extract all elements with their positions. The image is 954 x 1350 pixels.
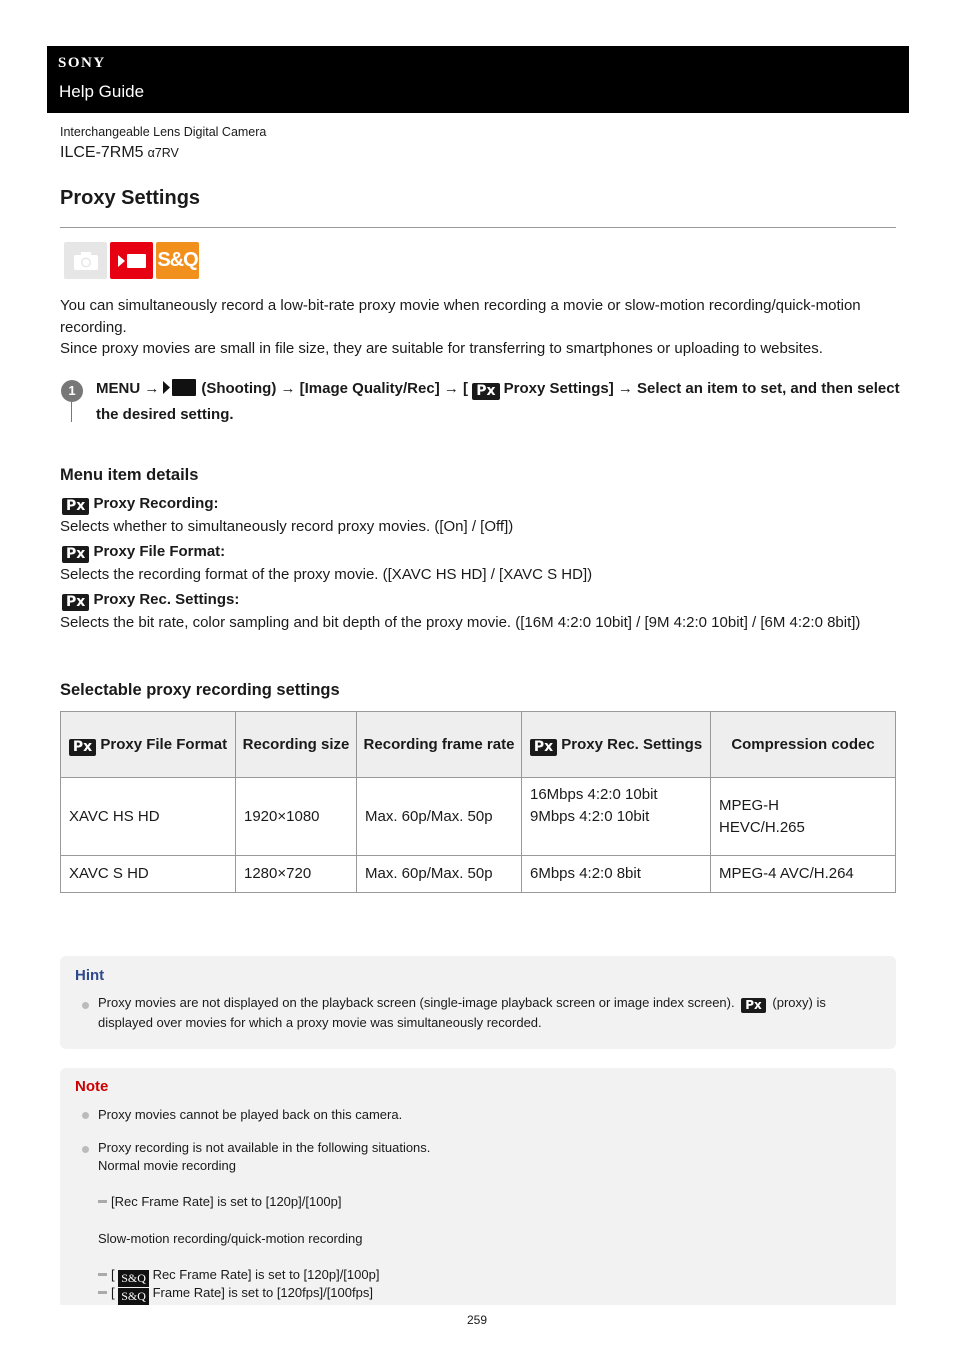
table-cell-line: 9Mbps 4:2:0 10bit <box>530 807 650 825</box>
table-header-text: Proxy File Format <box>100 735 228 753</box>
header-bar <box>47 46 909 113</box>
table-cell-line: 16Mbps 4:2:0 10bit <box>530 786 658 803</box>
px-icon: Px <box>62 546 89 563</box>
hint-title: Hint <box>75 967 105 984</box>
menu-item-label-text: Proxy Recording: <box>93 495 219 512</box>
note-dash-text: Rec Frame Rate] is set to [120p]/[100p] <box>152 1267 380 1282</box>
menu-item-label <box>62 591 239 611</box>
menu-item-label <box>62 495 219 515</box>
table-cell: XAVC S HD <box>61 856 236 893</box>
step-part-3: Proxy Settings] → Select an item to set, and then select the desired setting. <box>96 380 900 423</box>
table-cell: MPEG-4 AVC/H.264 <box>711 856 896 893</box>
note-title: Note <box>75 1078 109 1095</box>
table-cell: 6Mbps 4:2:0 8bit <box>522 856 711 893</box>
table-header: Recording size <box>236 712 357 778</box>
model-name <box>60 144 179 162</box>
px-icon: Px <box>62 594 89 611</box>
hint-text-b: (proxy) is <box>772 995 826 1010</box>
sq-icon: S&Q <box>118 1270 149 1287</box>
step-connector <box>71 402 72 422</box>
note-dash-item <box>98 1192 342 1212</box>
step-number: 1 <box>61 380 83 402</box>
intro-paragraph-2: Since proxy movies are small in file size, they are suitable for transferring to smartphones or uploading to websites. <box>60 340 823 357</box>
title-divider <box>60 227 896 228</box>
table-cell <box>522 778 711 856</box>
bullet-icon <box>82 1146 89 1153</box>
table-heading: Selectable proxy recording settings <box>60 681 340 699</box>
movie-mode-icon <box>110 242 153 279</box>
menu-item-label-text: Proxy Rec. Settings: <box>93 591 240 608</box>
intro-paragraph-1: You can simultaneously record a low-bit-rate proxy movie when recording a movie or slow-motion recording/quick-motion recording. <box>60 297 861 336</box>
page-number: 259 <box>466 1313 488 1327</box>
note-box <box>60 1068 896 1305</box>
model-code: ILCE-7RM5 <box>60 144 144 161</box>
mode-icons <box>64 242 199 279</box>
menu-item-desc: Selects the bit rate, color sampling and bit depth of the proxy movie. ([16M 4:2:0 10bit] / [9M 4:2:0 10bit] / [6M 4:2:0 8bit]) <box>60 614 861 631</box>
hint-text <box>98 993 883 1033</box>
hint-text-c: displayed over movies for which a proxy movie was simultaneously recorded. <box>98 1015 542 1030</box>
table-cell <box>711 778 896 856</box>
table-header <box>522 712 711 778</box>
movie-shooting-icon <box>163 378 197 404</box>
hint-box <box>60 956 896 1049</box>
bullet-icon <box>82 1002 89 1009</box>
breadcrumb: Interchangeable Lens Digital Camera <box>60 125 267 139</box>
table-header: Recording frame rate <box>357 712 522 778</box>
photo-mode-icon <box>64 242 107 279</box>
note-dash-item <box>98 1283 373 1305</box>
menu-item-desc: Selects the recording format of the proxy movie. ([XAVC HS HD] / [XAVC S HD]) <box>60 566 593 583</box>
menu-item-label-text: Proxy File Format: <box>93 543 226 560</box>
note-dash-text: [Rec Frame Rate] is set to [120p]/[100p] <box>111 1194 342 1209</box>
help-guide-title[interactable]: Help Guide <box>59 82 145 101</box>
table-cell: 1920×1080 <box>236 778 357 856</box>
note-item: Proxy recording is not available in the following situations. <box>98 1140 431 1155</box>
note-subheading: Slow-motion recording/quick-motion recording <box>98 1231 363 1246</box>
px-icon: Px <box>69 739 96 756</box>
sq-mode-icon: S&Q <box>156 242 199 279</box>
table-cell: Max. 60p/Max. 50p <box>357 778 522 856</box>
hint-text-a: Proxy movies are not displayed on the playback screen (single-image playback screen or image index screen). <box>98 995 735 1010</box>
step-part-1: MENU → <box>96 380 160 397</box>
table-header: Compression codec <box>711 712 896 778</box>
note-dash-text: [ <box>111 1267 115 1282</box>
page-title: Proxy Settings <box>60 187 201 209</box>
table-header-text: Proxy Rec. Settings <box>561 735 703 753</box>
sony-logo[interactable]: SONY <box>58 55 106 71</box>
note-subheading: Normal movie recording <box>98 1158 236 1173</box>
table-row <box>61 778 896 856</box>
px-icon: Px <box>530 739 557 756</box>
px-icon: Px <box>62 498 89 515</box>
px-icon: Px <box>472 383 499 400</box>
table-header-row <box>61 712 896 778</box>
table-cell: Max. 60p/Max. 50p <box>357 856 522 893</box>
note-dash-text: Frame Rate] is set to [120fps]/[100fps] <box>152 1285 373 1300</box>
sq-icon: S&Q <box>118 1288 149 1305</box>
table-cell-line: HEVC/H.265 <box>719 818 805 836</box>
dash-marker <box>98 1200 107 1203</box>
note-dash-text: [ <box>111 1285 115 1300</box>
table-cell: XAVC HS HD <box>61 778 236 856</box>
table-cell-line: MPEG-H <box>719 797 779 814</box>
proxy-settings-table <box>60 711 896 893</box>
menu-item-label <box>62 543 225 563</box>
dash-marker <box>98 1273 107 1276</box>
menu-item-desc: Selects whether to simultaneously record proxy movies. ([On] / [Off]) <box>60 518 514 535</box>
table-header <box>61 712 236 778</box>
table-row <box>61 856 896 893</box>
px-icon: Px <box>741 998 766 1013</box>
step-instruction <box>96 378 901 426</box>
menu-details-heading: Menu item details <box>60 466 199 484</box>
step-part-2: (Shooting) → [Image Quality/Rec] → [ <box>201 380 469 397</box>
note-item: Proxy movies cannot be played back on this camera. <box>98 1107 403 1122</box>
intro-text <box>60 295 900 360</box>
bullet-icon <box>82 1112 89 1119</box>
dash-marker <box>98 1291 107 1294</box>
table-cell: 1280×720 <box>236 856 357 893</box>
model-sub: α7RV <box>147 146 179 160</box>
